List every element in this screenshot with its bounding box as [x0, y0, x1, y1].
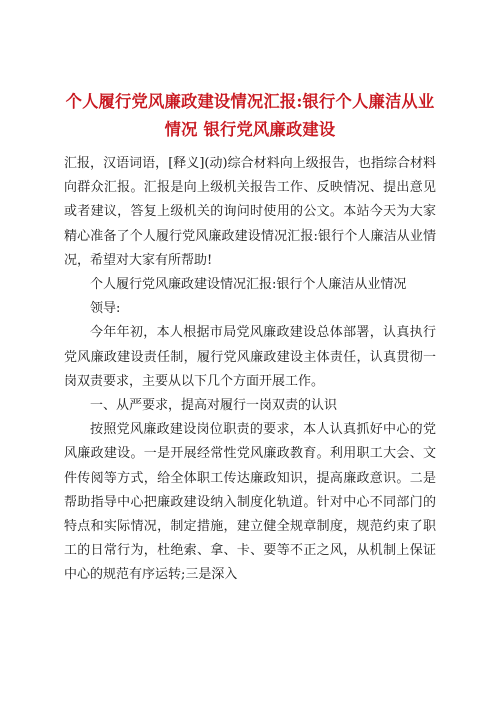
opening-paragraph: 今年年初，本人根据市局党风廉政建设总体部署，认真执行党风廉政建设责任制，履行党风廉政建设主体责任，认真贯彻一岗双责要求，主要从以下几个方面开展工作。: [64, 325, 436, 389]
salutation-paragraph: 领导:: [90, 301, 121, 317]
subtitle-paragraph: 个人履行党风廉政建设情况汇报:银行个人廉洁从业情况: [90, 277, 407, 293]
document-title: 个人履行党风廉政建设情况汇报:银行个人廉洁从业情况 银行党风廉政建设: [65, 92, 435, 139]
document-body: [64, 152, 436, 588]
section-paragraph: 按照党风廉政建设岗位职责的要求，本人认真抓好中心的党风廉政建设。一是开展经常性党风廉政教育。利用职工大会、文件传阅等方式，给全体职工传达廉政知识，提高廉政意识。二是帮助指导中心把廉政建设纳入制度化轨道。针对中心不同部门的特点和实际情况，制定措施，建立健全规章制度，规范约束了职工的日常行为，杜绝索、拿、卡、要等不正之风，从机制上保证中心的规范有序运转;三是深入: [64, 422, 436, 583]
section-heading: 一、从严要求，提高对履行一岗双责的认识: [90, 398, 338, 414]
intro-paragraph: 汇报，汉语词语，[释义](动)综合材料向上级报告，也指综合材料向群众汇报。汇报是向上级机关报告工作、反映情况、提出意见或者建议，答复上级机关的询问时使用的公文。本站今天为大家精心准备了个人履行党风廉政建设情况汇报:银行个人廉洁从业情况，希望对大家有所帮助!: [64, 156, 436, 268]
